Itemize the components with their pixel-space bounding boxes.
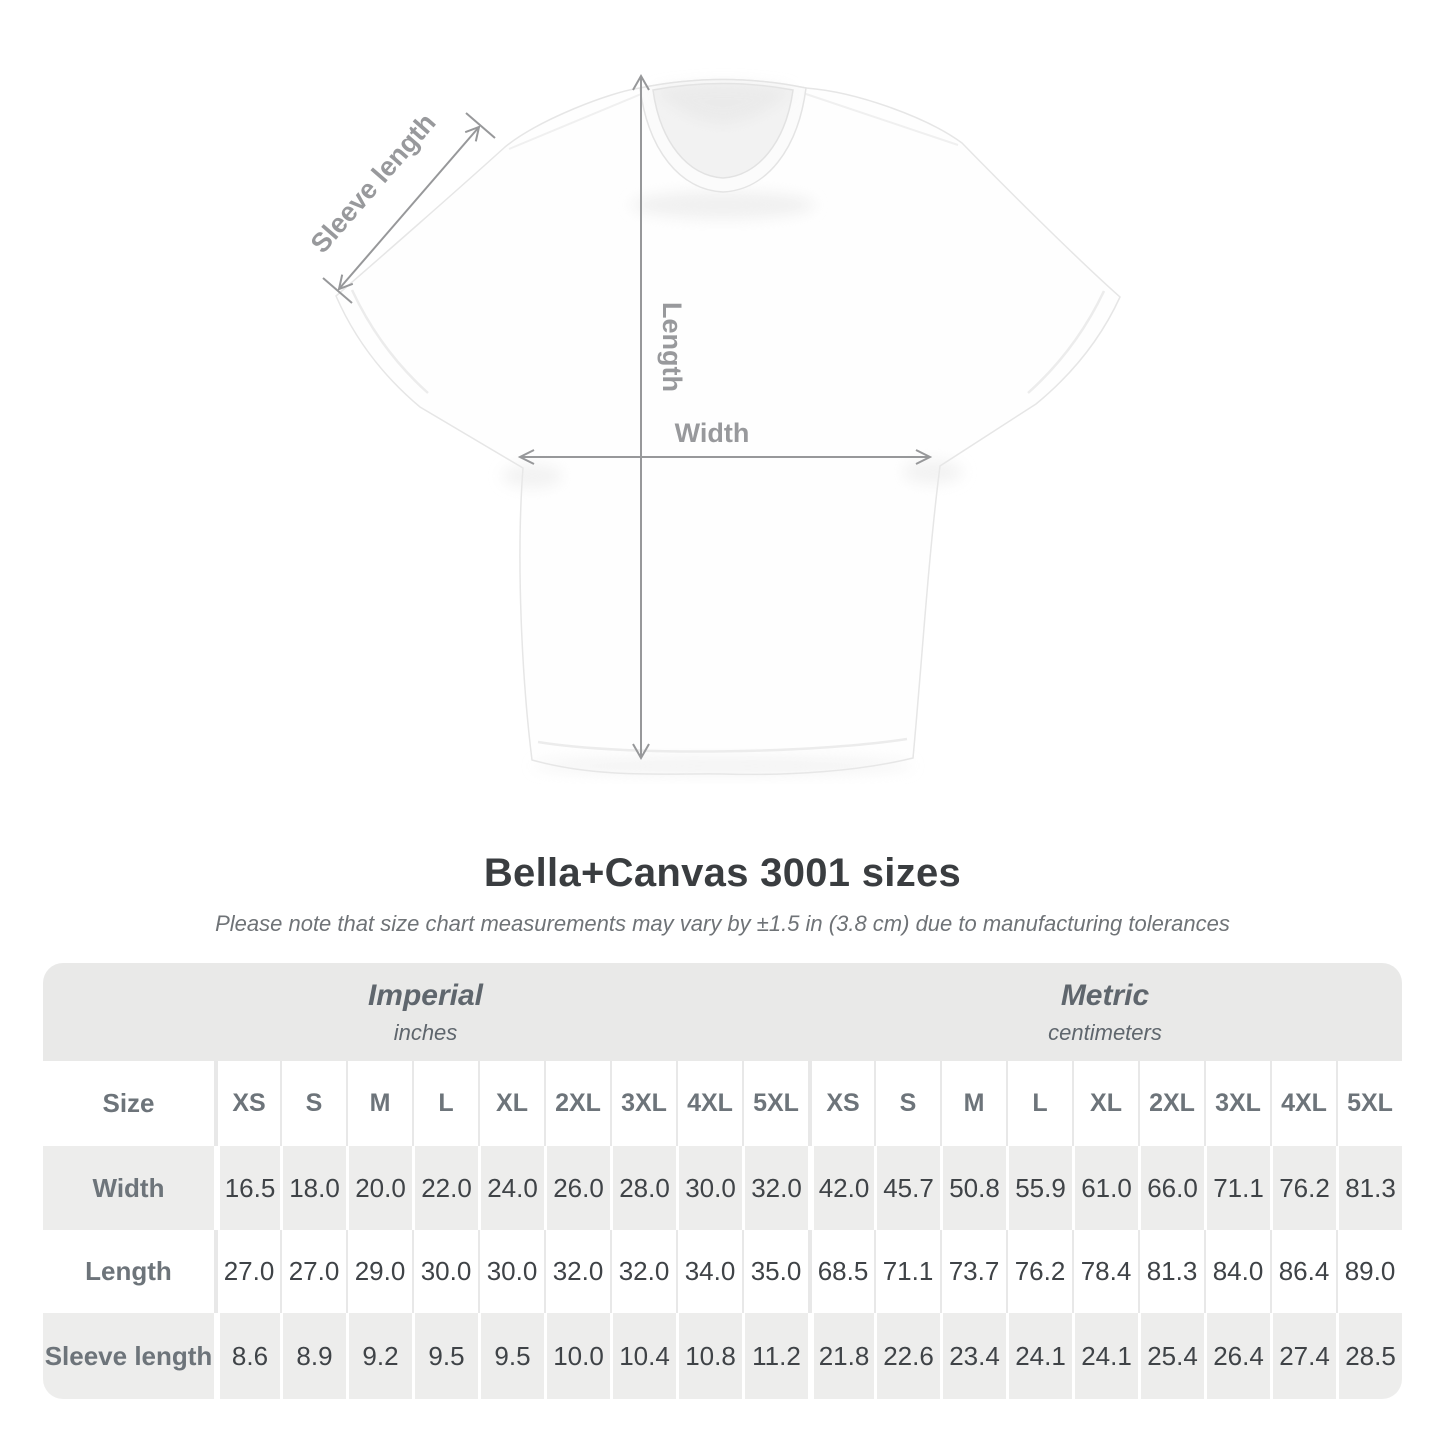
page-title: Bella+Canvas 3001 sizes (483, 851, 962, 895)
hem-shadow (533, 757, 913, 775)
value-cell: 71.1 (874, 1230, 940, 1313)
value-cell: 24.1 (1006, 1313, 1072, 1399)
size-col-header: XS (808, 1061, 874, 1146)
size-col-header: XL (478, 1061, 544, 1146)
imperial-unit: inches (393, 1019, 458, 1045)
value-cell: 9.2 (346, 1313, 412, 1399)
value-cell: 55.9 (1006, 1146, 1072, 1230)
table-grid (43, 1061, 1402, 1399)
size-col-header: S (280, 1061, 346, 1146)
value-cell: 29.0 (346, 1230, 412, 1313)
value-cell: 71.1 (1204, 1146, 1270, 1230)
metric-header (808, 963, 1402, 1061)
value-cell: 18.0 (280, 1146, 346, 1230)
value-cell: 9.5 (478, 1313, 544, 1399)
sleeve-length-label: Sleeve length (304, 107, 442, 259)
left-armpit-shadow (502, 464, 562, 488)
row-label: Length (43, 1230, 214, 1313)
size-col-header: 5XL (742, 1061, 808, 1146)
value-cell: 28.5 (1336, 1313, 1402, 1399)
size-col-header: 2XL (1138, 1061, 1204, 1146)
value-cell: 32.0 (742, 1146, 808, 1230)
size-col-header: XS (214, 1061, 280, 1146)
value-cell: 10.8 (676, 1313, 742, 1399)
value-cell: 66.0 (1138, 1146, 1204, 1230)
value-cell: 32.0 (544, 1230, 610, 1313)
value-cell: 30.0 (676, 1146, 742, 1230)
value-cell: 42.0 (808, 1146, 874, 1230)
value-cell: 26.4 (1204, 1313, 1270, 1399)
value-cell: 78.4 (1072, 1230, 1138, 1313)
value-cell: 68.5 (808, 1230, 874, 1313)
row-label: Width (43, 1146, 214, 1230)
unit-header-band (43, 963, 1402, 1061)
value-cell: 34.0 (676, 1230, 742, 1313)
value-cell: 89.0 (1336, 1230, 1402, 1313)
value-cell: 11.2 (742, 1313, 808, 1399)
value-cell: 8.6 (214, 1313, 280, 1399)
value-cell: 10.4 (610, 1313, 676, 1399)
size-chart-table (43, 963, 1402, 1399)
imperial-header (43, 963, 808, 1061)
tolerance-note: Please note that size chart measurements may vary by ±1.5 in (3.8 cm) due to manufacturing tolerances (215, 911, 1230, 936)
metric-title: Metric (1060, 978, 1150, 1012)
value-cell: 16.5 (214, 1146, 280, 1230)
metric-unit: centimeters (1048, 1019, 1162, 1045)
size-col-header: 5XL (1336, 1061, 1402, 1146)
value-cell: 45.7 (874, 1146, 940, 1230)
size-col-header: 3XL (1204, 1061, 1270, 1146)
value-cell: 28.0 (610, 1146, 676, 1230)
value-cell: 10.0 (544, 1313, 610, 1399)
size-col-header: 3XL (610, 1061, 676, 1146)
size-col-header: S (874, 1061, 940, 1146)
value-cell: 73.7 (940, 1230, 1006, 1313)
value-cell: 27.0 (214, 1230, 280, 1313)
value-cell: 76.2 (1006, 1230, 1072, 1313)
value-cell: 27.0 (280, 1230, 346, 1313)
caption-block (0, 851, 1445, 937)
size-col-header: L (1006, 1061, 1072, 1146)
imperial-title: Imperial (367, 978, 484, 1012)
value-cell: 30.0 (478, 1230, 544, 1313)
value-cell: 30.0 (412, 1230, 478, 1313)
value-cell: 21.8 (808, 1313, 874, 1399)
value-cell: 24.0 (478, 1146, 544, 1230)
value-cell: 84.0 (1204, 1230, 1270, 1313)
value-cell: 86.4 (1270, 1230, 1336, 1313)
value-cell: 22.6 (874, 1313, 940, 1399)
value-cell: 27.4 (1270, 1313, 1336, 1399)
value-cell: 81.3 (1138, 1230, 1204, 1313)
row-label: Sleeve length (43, 1313, 214, 1399)
value-cell: 24.1 (1072, 1313, 1138, 1399)
value-cell: 25.4 (1138, 1313, 1204, 1399)
value-cell: 61.0 (1072, 1146, 1138, 1230)
value-cell: 23.4 (940, 1313, 1006, 1399)
value-cell: 50.8 (940, 1146, 1006, 1230)
value-cell: 20.0 (346, 1146, 412, 1230)
value-cell: 35.0 (742, 1230, 808, 1313)
collar-shadow (631, 191, 815, 219)
value-cell: 9.5 (412, 1313, 478, 1399)
value-cell: 32.0 (610, 1230, 676, 1313)
sleeve-arrow-end-tick (466, 113, 495, 138)
size-col-header: 4XL (1270, 1061, 1336, 1146)
size-col-header: M (346, 1061, 412, 1146)
value-cell: 22.0 (412, 1146, 478, 1230)
size-col-header: L (412, 1061, 478, 1146)
width-label: Width (674, 418, 750, 448)
right-armpit-shadow (903, 460, 963, 484)
value-cell: 26.0 (544, 1146, 610, 1230)
size-col-header: XL (1072, 1061, 1138, 1146)
length-label: Length (657, 302, 687, 392)
size-row-label: Size (43, 1061, 214, 1146)
size-col-header: 4XL (676, 1061, 742, 1146)
size-col-header: 2XL (544, 1061, 610, 1146)
size-col-header: M (940, 1061, 1006, 1146)
value-cell: 8.9 (280, 1313, 346, 1399)
value-cell: 76.2 (1270, 1146, 1336, 1230)
value-cell: 81.3 (1336, 1146, 1402, 1230)
